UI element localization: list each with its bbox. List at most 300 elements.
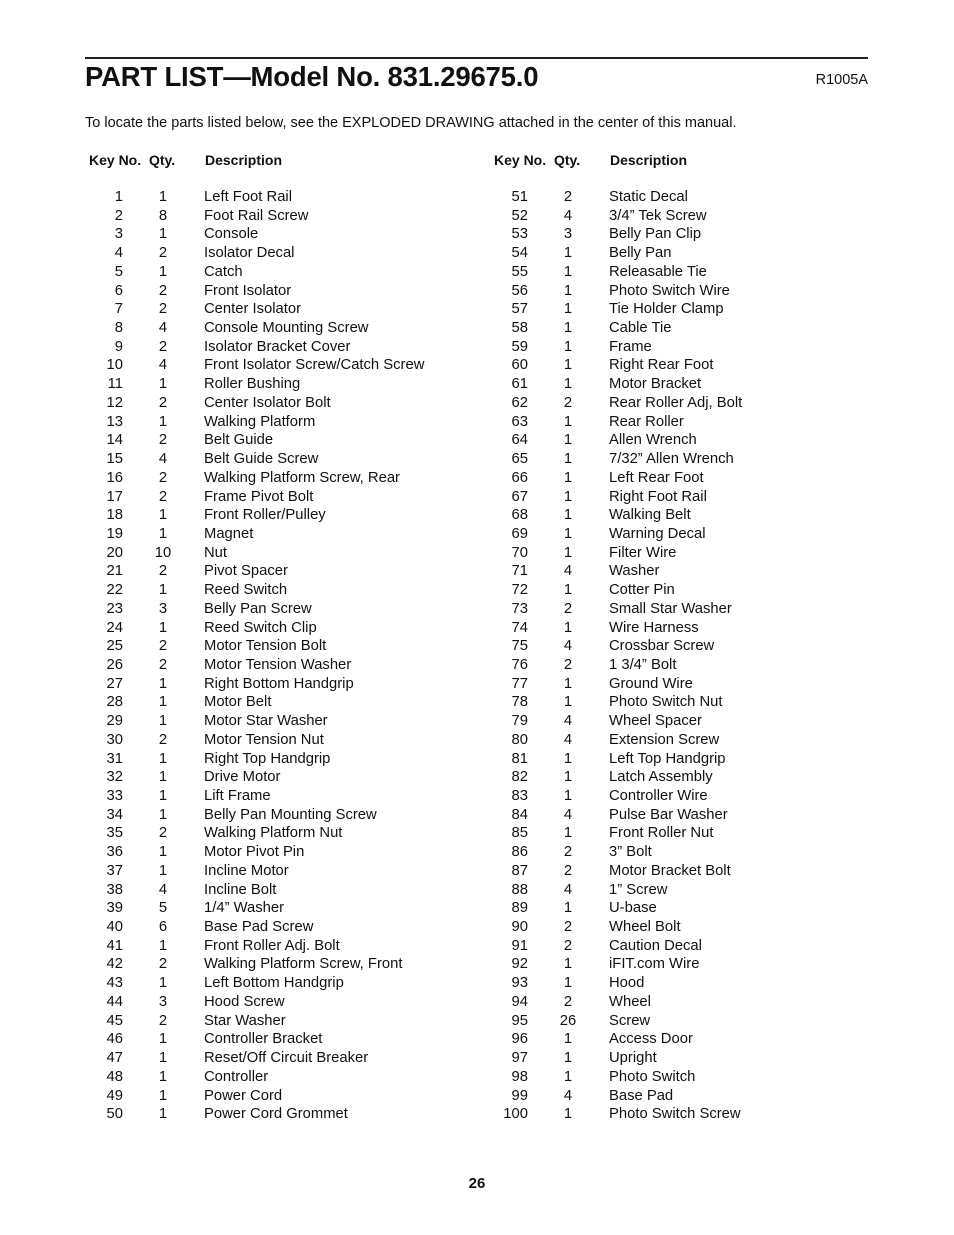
part-description: 1 3/4” Bolt: [609, 656, 677, 673]
part-qty: 1: [563, 1050, 573, 1067]
part-key-no: 65: [511, 451, 528, 468]
part-description: Reed Switch Clip: [204, 619, 317, 636]
part-key-no: 99: [511, 1087, 528, 1104]
part-key-no: 18: [106, 507, 123, 524]
part-key-no: 37: [106, 862, 123, 879]
table-row: [490, 244, 890, 263]
table-row: [85, 656, 485, 675]
part-key-no: 45: [106, 1012, 123, 1029]
part-qty: 1: [158, 189, 168, 205]
header-qty: Qty.: [554, 152, 581, 168]
part-qty: 3: [158, 600, 168, 617]
part-key-no: 76: [511, 656, 528, 673]
part-description: Frame Pivot Bolt: [204, 488, 314, 505]
part-key-no: 60: [511, 357, 528, 374]
table-row: [85, 207, 485, 226]
part-qty: 1: [563, 788, 573, 804]
part-qty: 1: [158, 844, 168, 861]
part-key-no: 38: [106, 881, 123, 898]
part-description: Filter Wire: [609, 544, 677, 561]
part-qty: 1: [158, 226, 168, 243]
part-key-no: 14: [106, 432, 123, 449]
part-key-no: 29: [106, 713, 123, 730]
table-row: [490, 918, 890, 937]
part-qty: 1: [158, 1050, 168, 1067]
part-key-no: 41: [106, 937, 123, 954]
table-row: [490, 1049, 890, 1068]
part-qty: 2: [563, 656, 573, 673]
part-description: 1” Screw: [609, 881, 668, 898]
part-description: Center Isolator Bolt: [204, 394, 331, 411]
part-key-no: 44: [106, 993, 123, 1010]
part-key-no: 2: [114, 207, 123, 224]
table-row: [490, 188, 890, 207]
part-qty: 2: [158, 638, 168, 655]
part-qty: 1: [563, 488, 573, 505]
part-qty: 2: [158, 656, 168, 673]
part-key-no: 64: [511, 432, 528, 449]
part-qty: 1: [563, 525, 573, 542]
part-key-no: 51: [511, 189, 528, 205]
table-row: [85, 338, 485, 357]
part-key-no: 90: [511, 919, 528, 936]
table-row: [85, 899, 485, 918]
table-row: [490, 450, 890, 469]
part-description: Photo Switch Nut: [609, 694, 723, 711]
part-qty: 1: [563, 619, 573, 636]
part-qty: 1: [158, 1106, 168, 1123]
table-row: [490, 955, 890, 974]
part-qty: 1: [563, 1106, 573, 1123]
part-key-no: 74: [511, 619, 528, 636]
part-qty: 1: [158, 582, 168, 599]
part-key-no: 13: [106, 413, 123, 430]
part-qty: 2: [563, 844, 573, 861]
part-key-no: 50: [106, 1106, 123, 1123]
part-description: Center Isolator: [204, 301, 302, 318]
part-qty: 8: [158, 207, 168, 224]
table-row: [85, 937, 485, 956]
part-key-no: 30: [106, 731, 123, 748]
part-description: Hood Screw: [204, 993, 285, 1010]
part-description: U-base: [609, 900, 657, 917]
part-description: Lift Frame: [204, 788, 271, 804]
table-row: [85, 581, 485, 600]
table-row: [490, 562, 890, 581]
part-description: Motor Tension Bolt: [204, 638, 327, 655]
part-description: Left Bottom Handgrip: [204, 975, 344, 992]
table-row: [85, 881, 485, 900]
document-code: R1005A: [815, 72, 868, 88]
part-description: Front Isolator: [204, 282, 292, 299]
part-description: Right Rear Foot: [609, 357, 714, 374]
table-row: [85, 1068, 485, 1087]
table-row: [490, 375, 890, 394]
table-row: [85, 675, 485, 694]
table-row: [490, 637, 890, 656]
part-key-no: 83: [511, 788, 528, 804]
part-key-no: 82: [511, 769, 528, 786]
part-description: Catch: [204, 263, 243, 280]
part-description: Wheel: [609, 993, 651, 1010]
table-row: [85, 712, 485, 731]
part-qty: 4: [563, 563, 573, 580]
part-key-no: 80: [511, 731, 528, 748]
part-qty: 2: [158, 394, 168, 411]
part-description: Washer: [609, 563, 660, 580]
part-qty: 4: [563, 806, 573, 823]
part-qty: 1: [563, 956, 573, 973]
part-qty: 1: [563, 451, 573, 468]
table-row: [85, 562, 485, 581]
part-key-no: 33: [106, 788, 123, 804]
part-key-no: 54: [511, 245, 528, 262]
table-row: [85, 506, 485, 525]
part-key-no: 24: [106, 619, 123, 636]
table-row: [490, 1087, 890, 1106]
part-qty: 1: [563, 750, 573, 767]
part-key-no: 53: [511, 226, 528, 243]
table-row: [85, 693, 485, 712]
part-qty: 2: [563, 937, 573, 954]
part-description: Controller Bracket: [204, 1031, 323, 1048]
part-description: Motor Tension Nut: [204, 731, 324, 748]
table-row: [490, 656, 890, 675]
table-row: [85, 525, 485, 544]
table-row: [490, 300, 890, 319]
table-row: [490, 1030, 890, 1049]
part-description: Isolator Bracket Cover: [204, 338, 351, 355]
part-qty: 2: [158, 956, 168, 973]
part-qty: 1: [563, 1031, 573, 1048]
part-qty: 1: [563, 507, 573, 524]
part-qty: 6: [158, 919, 168, 936]
part-key-no: 87: [511, 862, 528, 879]
part-description: Wheel Bolt: [609, 919, 681, 936]
part-key-no: 70: [511, 544, 528, 561]
part-description: Roller Bushing: [204, 376, 301, 393]
part-key-no: 23: [106, 600, 123, 617]
part-description: Right Bottom Handgrip: [204, 675, 354, 692]
table-row: [85, 768, 485, 787]
part-key-no: 48: [106, 1068, 123, 1085]
part-qty: 1: [158, 1068, 168, 1085]
part-qty: 1: [158, 413, 168, 430]
table-row: [85, 319, 485, 338]
part-key-no: 89: [511, 900, 528, 917]
part-description: Caution Decal: [609, 937, 702, 954]
part-key-no: 20: [106, 544, 123, 561]
part-description: Front Roller Nut: [609, 825, 714, 842]
part-qty: 1: [158, 1031, 168, 1048]
table-row: [85, 600, 485, 619]
part-qty: 2: [158, 1012, 168, 1029]
part-qty: 1: [158, 788, 168, 804]
part-key-no: 92: [511, 956, 528, 973]
header-key-no: Key No.: [89, 152, 142, 168]
table-row: [85, 955, 485, 974]
table-row: [490, 862, 890, 881]
part-key-no: 12: [106, 394, 123, 411]
table-row: [490, 525, 890, 544]
table-row: [85, 263, 485, 282]
part-key-no: 56: [511, 282, 528, 299]
table-row: [85, 824, 485, 843]
part-qty: 1: [563, 301, 573, 318]
part-description: Belly Pan Clip: [609, 226, 702, 243]
part-qty: 1: [158, 750, 168, 767]
part-qty: 2: [158, 301, 168, 318]
part-qty: 2: [158, 469, 168, 486]
table-row: [85, 356, 485, 375]
part-key-no: 40: [106, 919, 123, 936]
part-key-no: 8: [114, 320, 123, 337]
part-qty: 2: [563, 993, 573, 1010]
part-key-no: 57: [511, 301, 528, 318]
part-qty: 1: [158, 694, 168, 711]
part-key-no: 62: [511, 394, 528, 411]
table-row: [85, 1105, 485, 1124]
part-description: Power Cord Grommet: [204, 1106, 348, 1123]
part-key-no: 93: [511, 975, 528, 992]
part-qty: 1: [563, 694, 573, 711]
table-row: [85, 431, 485, 450]
part-description: Walking Belt: [609, 507, 691, 524]
part-description: iFIT.com Wire: [609, 956, 700, 973]
part-key-no: 6: [114, 282, 123, 299]
table-row: [490, 581, 890, 600]
part-qty: 1: [158, 619, 168, 636]
table-row: [490, 506, 890, 525]
part-description: Static Decal: [609, 189, 688, 205]
part-description: Hood: [609, 975, 645, 992]
table-row: [490, 282, 890, 301]
part-description: Crossbar Screw: [609, 638, 715, 655]
part-description: 1/4” Washer: [204, 900, 285, 917]
part-description: Ground Wire: [609, 675, 693, 692]
part-description: Right Top Handgrip: [204, 750, 331, 767]
part-description: Left Rear Foot: [609, 469, 704, 486]
parts-rows-right: [490, 188, 890, 1124]
intro-text: To locate the parts listed below, see the EXPLODED DRAWING attached in the center of this manual.: [85, 115, 737, 131]
part-qty: 3: [158, 993, 168, 1010]
part-description: Nut: [204, 544, 228, 561]
part-description: Star Washer: [204, 1012, 286, 1029]
part-key-no: 17: [106, 488, 123, 505]
header-qty: Qty.: [149, 152, 176, 168]
part-description: Front Roller/Pulley: [204, 507, 326, 524]
header-key-no: Key No.: [494, 152, 547, 168]
part-key-no: 75: [511, 638, 528, 655]
part-qty: 1: [563, 245, 573, 262]
table-row: [85, 225, 485, 244]
part-key-no: 34: [106, 806, 123, 823]
part-key-no: 72: [511, 582, 528, 599]
part-description: Controller: [204, 1068, 269, 1085]
table-row: [490, 225, 890, 244]
part-qty: 2: [563, 394, 573, 411]
part-qty: 10: [154, 544, 172, 561]
part-key-no: 47: [106, 1050, 123, 1067]
part-description: Photo Switch: [609, 1068, 696, 1085]
table-row: [85, 1030, 485, 1049]
part-key-no: 88: [511, 881, 528, 898]
table-row: [490, 974, 890, 993]
part-key-no: 91: [511, 937, 528, 954]
part-qty: 2: [158, 825, 168, 842]
part-qty: 1: [158, 769, 168, 786]
part-qty: 2: [158, 488, 168, 505]
table-row: [85, 1087, 485, 1106]
table-row: [85, 488, 485, 507]
header-description: Description: [610, 152, 688, 168]
part-description: Pulse Bar Washer: [609, 806, 728, 823]
page-number: 26: [468, 1175, 486, 1192]
part-description: Foot Rail Screw: [204, 207, 309, 224]
part-description: Reset/Off Circuit Breaker: [204, 1050, 369, 1067]
part-description: Isolator Decal: [204, 245, 295, 262]
part-key-no: 31: [106, 750, 123, 767]
table-row: [85, 469, 485, 488]
part-key-no: 98: [511, 1068, 528, 1085]
part-key-no: 96: [511, 1031, 528, 1048]
part-qty: 4: [563, 638, 573, 655]
part-key-no: 35: [106, 825, 123, 842]
part-key-no: 27: [106, 675, 123, 692]
part-description: Allen Wrench: [609, 432, 697, 449]
table-row: [85, 637, 485, 656]
part-description: Belt Guide: [204, 432, 274, 449]
table-row: [490, 356, 890, 375]
table-row: [85, 862, 485, 881]
part-qty: 4: [158, 357, 168, 374]
part-qty: 1: [563, 376, 573, 393]
part-description: Motor Belt: [204, 694, 272, 711]
part-description: Belt Guide Screw: [204, 451, 319, 468]
part-description: Left Foot Rail: [204, 189, 293, 205]
part-qty: 1: [563, 544, 573, 561]
part-qty: 4: [158, 881, 168, 898]
part-description: Motor Pivot Pin: [204, 844, 305, 861]
part-key-no: 49: [106, 1087, 123, 1104]
part-qty: 1: [158, 862, 168, 879]
table-row: [85, 1049, 485, 1068]
part-description: Controller Wire: [609, 788, 708, 804]
table-row: [490, 488, 890, 507]
part-description: Rear Roller Adj, Bolt: [609, 394, 743, 411]
part-description: Reed Switch: [204, 582, 288, 599]
part-key-no: 69: [511, 525, 528, 542]
part-description: Power Cord: [204, 1087, 283, 1104]
parts-rows-left: [85, 188, 485, 1124]
part-description: Walking Platform Screw, Front: [204, 956, 403, 973]
part-qty: 1: [158, 806, 168, 823]
part-description: Drive Motor: [204, 769, 281, 786]
part-qty: 4: [563, 713, 573, 730]
part-description: Cotter Pin: [609, 582, 675, 599]
part-description: Photo Switch Wire: [609, 282, 730, 299]
table-row: [85, 394, 485, 413]
part-key-no: 61: [511, 376, 528, 393]
part-qty: 2: [158, 731, 168, 748]
table-row: [490, 1105, 890, 1124]
part-description: Access Door: [609, 1031, 693, 1048]
part-key-no: 58: [511, 320, 528, 337]
table-row: [490, 731, 890, 750]
part-qty: 1: [563, 975, 573, 992]
part-qty: 1: [158, 263, 168, 280]
table-row: [85, 375, 485, 394]
table-row: [85, 806, 485, 825]
part-description: 3/4” Tek Screw: [609, 207, 707, 224]
part-qty: 1: [563, 357, 573, 374]
part-qty: 2: [563, 600, 573, 617]
part-description: Pivot Spacer: [204, 563, 288, 580]
part-key-no: 5: [114, 263, 123, 280]
part-key-no: 36: [106, 844, 123, 861]
top-rule: [85, 57, 868, 59]
table-row: [490, 619, 890, 638]
table-row: [490, 899, 890, 918]
table-row: [490, 1068, 890, 1087]
table-row: [85, 188, 485, 207]
part-key-no: 32: [106, 769, 123, 786]
part-description: Frame: [609, 338, 652, 355]
part-key-no: 3: [114, 226, 123, 243]
part-description: Cable Tie: [609, 320, 672, 337]
part-description: Latch Assembly: [609, 769, 713, 786]
part-key-no: 67: [511, 488, 528, 505]
part-description: 7/32” Allen Wrench: [609, 451, 734, 468]
table-row: [85, 731, 485, 750]
table-row: [490, 431, 890, 450]
part-qty: 1: [563, 1068, 573, 1085]
part-description: Incline Bolt: [204, 881, 277, 898]
table-row: [490, 469, 890, 488]
table-row: [85, 413, 485, 432]
part-description: Warning Decal: [609, 525, 706, 542]
part-qty: 1: [563, 413, 573, 430]
part-description: Belly Pan Screw: [204, 600, 312, 617]
part-description: Rear Roller: [609, 413, 684, 430]
table-row: [490, 1012, 890, 1031]
table-row: [490, 843, 890, 862]
part-description: Upright: [609, 1050, 657, 1067]
part-key-no: 7: [114, 301, 123, 318]
part-key-no: 19: [106, 525, 123, 542]
table-row: [490, 207, 890, 226]
table-row: [85, 450, 485, 469]
part-key-no: 84: [511, 806, 528, 823]
part-description: Releasable Tie: [609, 263, 707, 280]
part-description: Console Mounting Screw: [204, 320, 369, 337]
part-qty: 1: [563, 469, 573, 486]
table-row: [85, 750, 485, 769]
part-description: Front Isolator Screw/Catch Screw: [204, 357, 425, 374]
part-description: Left Top Handgrip: [609, 750, 726, 767]
table-row: [85, 300, 485, 319]
part-key-no: 71: [511, 563, 528, 580]
part-qty: 2: [158, 563, 168, 580]
part-description: Extension Screw: [609, 731, 720, 748]
table-row: [490, 937, 890, 956]
part-key-no: 42: [106, 956, 123, 973]
part-qty: 5: [158, 900, 168, 917]
table-row: [490, 750, 890, 769]
part-qty: 2: [563, 862, 573, 879]
table-row: [490, 544, 890, 563]
table-row: [490, 413, 890, 432]
